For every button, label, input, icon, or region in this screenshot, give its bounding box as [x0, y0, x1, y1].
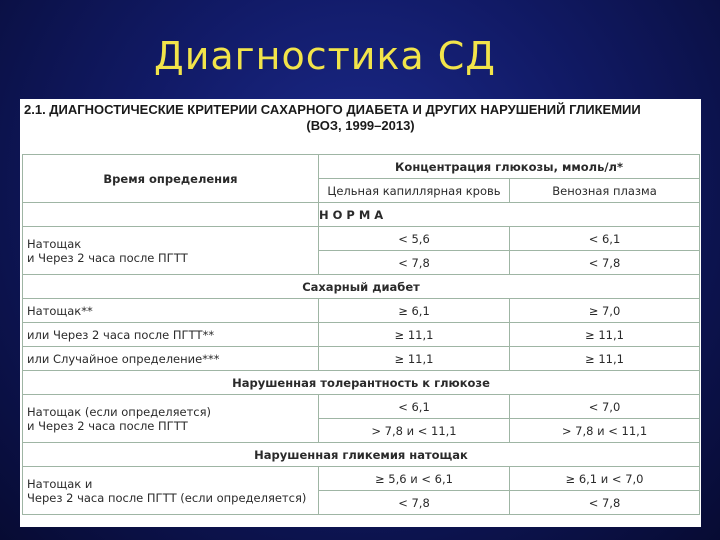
cell-venous: > 7,8 и < 11,1	[510, 419, 700, 443]
section-row	[23, 275, 700, 299]
section-row	[23, 203, 700, 227]
header-venous: Венозная плазма	[510, 179, 700, 203]
row-label	[23, 227, 319, 275]
header-row	[23, 155, 700, 179]
cell-capillary: ≥ 5,6 и < 6,1	[319, 467, 510, 491]
row-label: Натощак**	[23, 299, 319, 323]
cell-capillary: ≥ 6,1	[319, 299, 510, 323]
criteria-table	[22, 154, 700, 515]
row-label-line: и Через 2 часа после ПГТТ	[27, 250, 188, 265]
table-row	[23, 323, 700, 347]
cell-capillary: < 7,8	[319, 251, 510, 275]
header-capillary: Цельная капиллярная кровь	[319, 179, 510, 203]
table-row	[23, 467, 700, 491]
row-label-line: Через 2 часа после ПГТТ (если определяется)	[27, 490, 307, 505]
cell-venous: < 6,1	[510, 227, 700, 251]
row-label: или Через 2 часа после ПГТТ**	[23, 323, 319, 347]
row-label-line: Натощак и	[27, 476, 93, 491]
cell-capillary: ≥ 11,1	[319, 347, 510, 371]
cell-capillary: < 6,1	[319, 395, 510, 419]
table-row	[23, 299, 700, 323]
cell-venous: ≥ 6,1 и < 7,0	[510, 467, 700, 491]
row-label: или Случайное определение***	[23, 347, 319, 371]
section-impaired-tolerance: Нарушенная толерантность к глюкозе	[23, 371, 700, 395]
table-row	[23, 227, 700, 251]
cell-capillary: < 5,6	[319, 227, 510, 251]
section-row	[23, 443, 700, 467]
table-caption: 2.1. ДИАГНОСТИЧЕСКИЕ КРИТЕРИИ САХАРНОГО ДИАБЕТА И ДРУГИХ НАРУШЕНИЙ ГЛИКЕМИИ	[24, 102, 641, 117]
row-label-line: и Через 2 часа после ПГТТ	[27, 418, 188, 433]
cell-capillary: ≥ 11,1	[319, 323, 510, 347]
cell-venous: < 7,0	[510, 395, 700, 419]
cell-venous: < 7,8	[510, 251, 700, 275]
row-label	[23, 467, 319, 515]
row-label-line: Натощак	[27, 236, 82, 251]
table-row	[23, 347, 700, 371]
section-row	[23, 371, 700, 395]
cell-venous: < 7,8	[510, 491, 700, 515]
header-concentration: Концентрация глюкозы, ммоль/л*	[319, 155, 700, 179]
table-caption-source: (ВОЗ, 1999–2013)	[306, 118, 415, 133]
cell-venous: ≥ 11,1	[510, 323, 700, 347]
row-label-line: Натощак (если определяется)	[27, 404, 211, 419]
section-diabetes: Сахарный диабет	[23, 275, 700, 299]
cell-venous: ≥ 7,0	[510, 299, 700, 323]
header-time: Время определения	[23, 155, 319, 203]
cell-capillary: > 7,8 и < 11,1	[319, 419, 510, 443]
section-impaired-fasting: Нарушенная гликемия натощак	[23, 443, 700, 467]
cell-venous: ≥ 11,1	[510, 347, 700, 371]
document-image	[20, 99, 701, 527]
slide-title: Диагностика СД	[154, 34, 496, 78]
section-norma: НОРМА	[319, 203, 700, 227]
table-row	[23, 395, 700, 419]
cell-capillary: < 7,8	[319, 491, 510, 515]
row-label	[23, 395, 319, 443]
